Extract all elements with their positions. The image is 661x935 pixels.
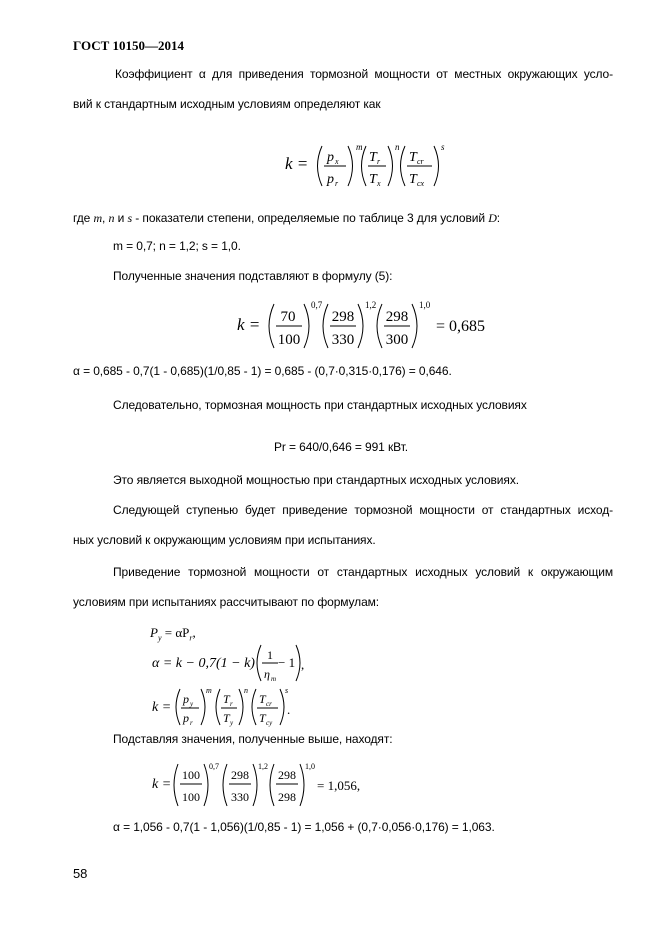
fraction-denominator: 300 — [385, 332, 409, 348]
exponent: m — [206, 686, 212, 695]
subscript: r — [190, 719, 193, 727]
paren-left — [176, 689, 180, 725]
fraction-numerator: T — [369, 150, 377, 165]
paren-right — [434, 146, 439, 186]
fraction-numerator: T — [259, 692, 266, 706]
fraction-denominator: T — [259, 711, 266, 725]
formula-py — [150, 625, 196, 643]
exponent: 1,2 — [258, 762, 268, 771]
fraction-numerator: 1 — [267, 648, 273, 662]
paren-right — [304, 304, 309, 348]
formula-k-numeric-2 — [150, 759, 370, 811]
formula-result: = 0,685 — [436, 318, 486, 335]
subscript: x — [335, 157, 339, 166]
paren-left — [174, 764, 178, 806]
paren-left — [377, 304, 382, 348]
paragraph-line — [73, 211, 500, 226]
paren-left — [362, 146, 367, 186]
fraction-numerator: 298 — [278, 768, 296, 782]
paren-left — [401, 146, 406, 186]
fraction-denominator: T — [409, 172, 417, 187]
paren-right — [348, 146, 353, 186]
exponent: n — [395, 142, 400, 152]
formula-alpha — [150, 641, 310, 687]
subscript: r — [377, 157, 381, 166]
symbol-s: s — [127, 211, 133, 225]
subscript: y — [190, 700, 194, 708]
subscript: y — [157, 633, 162, 643]
paren-right — [201, 689, 205, 725]
subscript: cr — [417, 157, 424, 166]
subscript: y — [230, 719, 234, 727]
text-run: , — [301, 657, 305, 672]
paren-right — [412, 304, 417, 348]
subscript: cy — [266, 719, 273, 727]
exponent: m — [356, 142, 363, 152]
formula-lhs: k = — [237, 315, 261, 334]
fraction-denominator: T — [223, 711, 230, 725]
paragraph-line: Следовательно, тормозная мощность при стандартных исходных условиях — [113, 398, 527, 412]
paren-left — [270, 764, 274, 806]
paren-left — [223, 764, 227, 806]
formula-result: = 1,056, — [317, 778, 361, 793]
formula-k-general-2 — [150, 683, 300, 731]
document-code-header: ГОСТ 10150—2014 — [73, 38, 185, 53]
paragraph-line: Коэффициент α для приведения тормозной мощности от местных окружающих усло- — [115, 67, 613, 81]
subscript: cx — [417, 179, 425, 188]
subscript: cr — [266, 700, 272, 708]
fraction-numerator: 298 — [231, 768, 249, 782]
exponent: n — [244, 686, 248, 695]
paren-right — [204, 764, 208, 806]
paragraph-line: Следующей ступенью будет приведение тормозной мощности от стандартных исход- — [113, 503, 613, 517]
text-run: - показатели степени, определяемые по таблице 3 для условий — [132, 211, 489, 225]
paren-left — [318, 146, 323, 186]
exponent-values: m = 0,7; n = 1,2; s = 1,0. — [113, 239, 241, 253]
exponent: s — [441, 142, 445, 152]
text-run: : — [496, 211, 501, 225]
symbol: P — [150, 625, 158, 640]
paragraph-line: условиям при испытаниях рассчитывают по формулам: — [73, 595, 380, 609]
fraction-denominator: 330 — [231, 790, 249, 804]
exponent: 1,0 — [305, 762, 315, 771]
text-run: . — [287, 702, 291, 717]
fraction-numerator: 298 — [331, 309, 355, 325]
fraction-denominator: 100 — [277, 332, 301, 348]
fraction-numerator: 298 — [385, 309, 409, 325]
formula-lhs: k = — [152, 700, 172, 715]
alpha-calculation-2: α = 1,056 - 0,7(1 - 1,056)(1/0,85 - 1) = 1,056 + (0,7·0,056·0,176) = 1,063. — [113, 820, 495, 834]
symbol-D: D — [488, 211, 497, 225]
paragraph-line: вий к стандартным исходным условиям определяют как — [73, 97, 381, 111]
paragraph-line: Подставляя значения, полученные выше, находят: — [113, 732, 393, 746]
text-run: , — [192, 625, 196, 640]
formula-k-numeric — [232, 296, 502, 356]
paragraph-line: Полученные значения подставляют в формулу (5): — [113, 269, 393, 283]
exponent: 0,7 — [209, 762, 219, 771]
subscript: x — [377, 179, 381, 188]
formula-k-general — [280, 136, 450, 196]
fraction-denominator: T — [369, 172, 377, 187]
fraction-denominator: p — [183, 711, 189, 725]
exponent: 1,0 — [419, 300, 431, 310]
exponent: 0,7 — [311, 300, 323, 310]
paren-right — [358, 304, 363, 348]
formula-lhs: k = — [152, 777, 172, 792]
paren-right — [300, 764, 304, 806]
paren-right — [280, 689, 284, 725]
text-run: и — [114, 211, 128, 225]
paragraph-line: Это является выходной мощностью при стандартных исходных условиях. — [113, 473, 519, 487]
symbol-n: n — [108, 211, 115, 225]
paren-right — [253, 764, 257, 806]
subscript: m — [271, 675, 277, 683]
paren-left — [216, 689, 220, 725]
text-run: = αP — [161, 625, 190, 640]
exponent: s — [285, 686, 289, 695]
symbol-m: m — [93, 211, 103, 225]
fraction-denominator: 330 — [331, 332, 355, 348]
fraction-denominator: 298 — [278, 790, 296, 804]
exponent: 1,2 — [365, 300, 377, 310]
fraction-denominator: 100 — [182, 790, 200, 804]
power-result: Pr = 640/0,646 = 991 кВт. — [274, 440, 408, 454]
subscript: r — [335, 179, 339, 188]
formula-lhs: α = k − 0,7(1 − k) — [152, 656, 255, 671]
fraction-numerator: 100 — [182, 768, 200, 782]
alpha-calculation: α = 0,685 - 0,7(1 - 0,685)(1/0,85 - 1) = 0,685 - (0,7·0,315·0,176) = 0,646. — [73, 364, 452, 378]
fraction-denominator: p — [327, 172, 334, 187]
fraction-numerator: 70 — [280, 309, 296, 325]
subscript: r — [189, 633, 193, 643]
fraction-numerator: T — [409, 150, 417, 165]
paren-left — [323, 304, 328, 348]
paren-left — [257, 645, 261, 681]
formula-lhs: k = — [285, 154, 309, 173]
fraction-numerator: p — [327, 150, 334, 165]
paren-right — [239, 689, 243, 725]
paren-left — [252, 689, 256, 725]
paren-left — [269, 304, 274, 348]
paragraph-line: ных условий к окружающим условиям при испытаниях. — [73, 533, 376, 547]
text-run: , — [102, 211, 109, 225]
paren-right — [388, 146, 393, 186]
page-number: 58 — [73, 866, 88, 881]
paren-right — [296, 645, 300, 681]
text-run: − 1 — [278, 655, 296, 670]
paragraph-line: Приведение тормозной мощности от стандартных исходных условий к окружающим — [113, 565, 613, 579]
fraction-numerator: T — [223, 692, 230, 706]
text-run: где — [73, 211, 94, 225]
subscript: r — [230, 700, 233, 708]
fraction-numerator: p — [183, 692, 189, 706]
fraction-denominator: η — [264, 667, 270, 681]
